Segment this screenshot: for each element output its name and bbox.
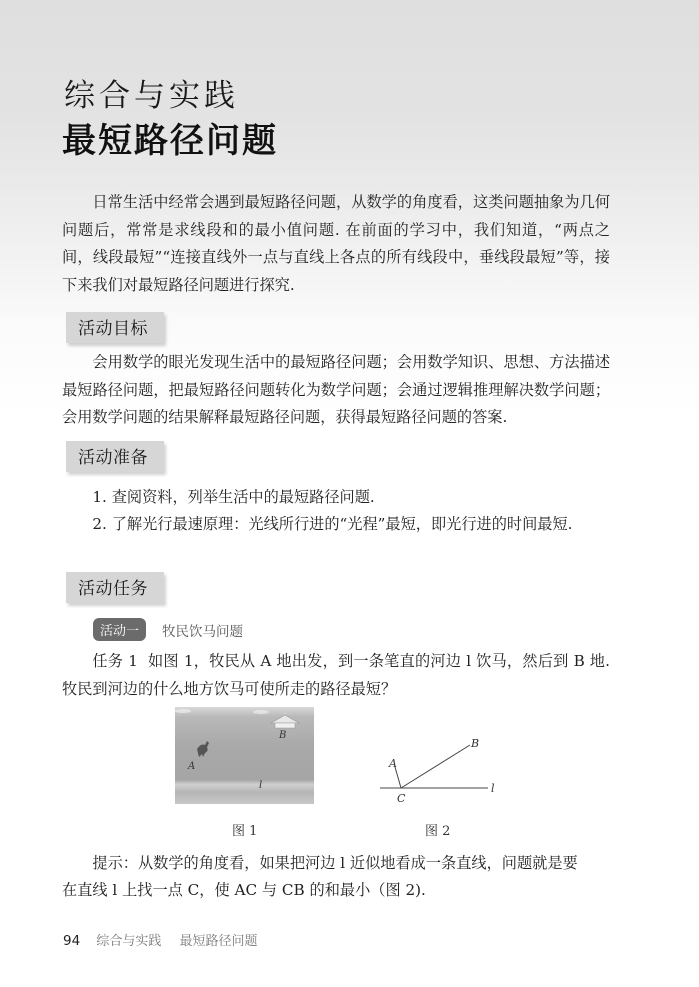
goal-paragraph: 会用数学的眼光发现生活中的最短路径问题；会用数学知识、思想、方法描述最短路径问题，把最短路径问题转化为数学问题；会通过逻辑推理解决数学问题；会用数学问题的结果解释最短路径问题，获得最短路径问题的答案. [62, 353, 610, 426]
activity-badge: 活动一 [93, 618, 146, 641]
page-number: 94 [63, 933, 81, 949]
activity-header [93, 618, 243, 641]
section-heading-goal: 活动目标 [66, 312, 164, 343]
prep-item-1: 1. 查阅资料，列举生活中的最短路径问题. [92, 488, 375, 506]
section-heading-prep: 活动准备 [66, 441, 164, 472]
svg-text:l: l [259, 780, 263, 791]
svg-text:A: A [389, 757, 397, 770]
hint-line-2: 在直线 l 上找一点 C，使 AC 与 CB 的和最小（图 2). [62, 881, 426, 899]
figure-2-caption: 图 2 [425, 824, 451, 839]
footer-topic: 最短路径问题 [179, 934, 258, 949]
svg-text:l: l [491, 782, 495, 795]
section-heading-tasks: 活动任务 [66, 572, 164, 603]
svg-text:B: B [471, 737, 480, 750]
page-subtitle: 综合与实践 [64, 78, 239, 114]
task1-text: 如图 1，牧民从 A 地出发，到一条笔直的河边 l 饮马，然后到 B 地. 牧民到河边的什么地方饮马可使所走的路径最短？ [62, 652, 610, 698]
figure-2-diagram [370, 725, 510, 805]
figure-1-illustration [175, 707, 314, 804]
svg-text:B: B [279, 730, 287, 741]
footer-chapter: 综合与实践 [96, 934, 162, 949]
intro-paragraph: 日常生活中经常会遇到最短路径问题，从数学的角度看，这类问题抽象为几何问题后，常常是求线段和的最小值问题. 在前面的学习中，我们知道，“两点之间，线段最短”“连接直线外一点与直线上各点的所有线段中，垂线段最短”等，接下来我们对最短路径问题进行探究. [62, 193, 610, 294]
page-footer [63, 930, 258, 949]
activity-name: 牧民饮马问题 [162, 623, 244, 640]
river-scene-icon [175, 707, 314, 804]
figure-1-caption: 图 1 [232, 824, 258, 839]
task1-paragraph [62, 648, 610, 703]
page-title: 最短路径问题 [62, 121, 278, 161]
svg-text:C: C [397, 792, 406, 805]
task1-prefix: 任务 1 [92, 652, 138, 670]
svg-text:A: A [188, 761, 196, 772]
prep-item-2: 2. 了解光行最速原理：光线所行进的“光程”最短，即光行进的时间最短. [92, 515, 573, 533]
hint-line-1: 提示：从数学的角度看，如果把河边 l 近似地看成一条直线，问题就是要 [92, 854, 578, 872]
